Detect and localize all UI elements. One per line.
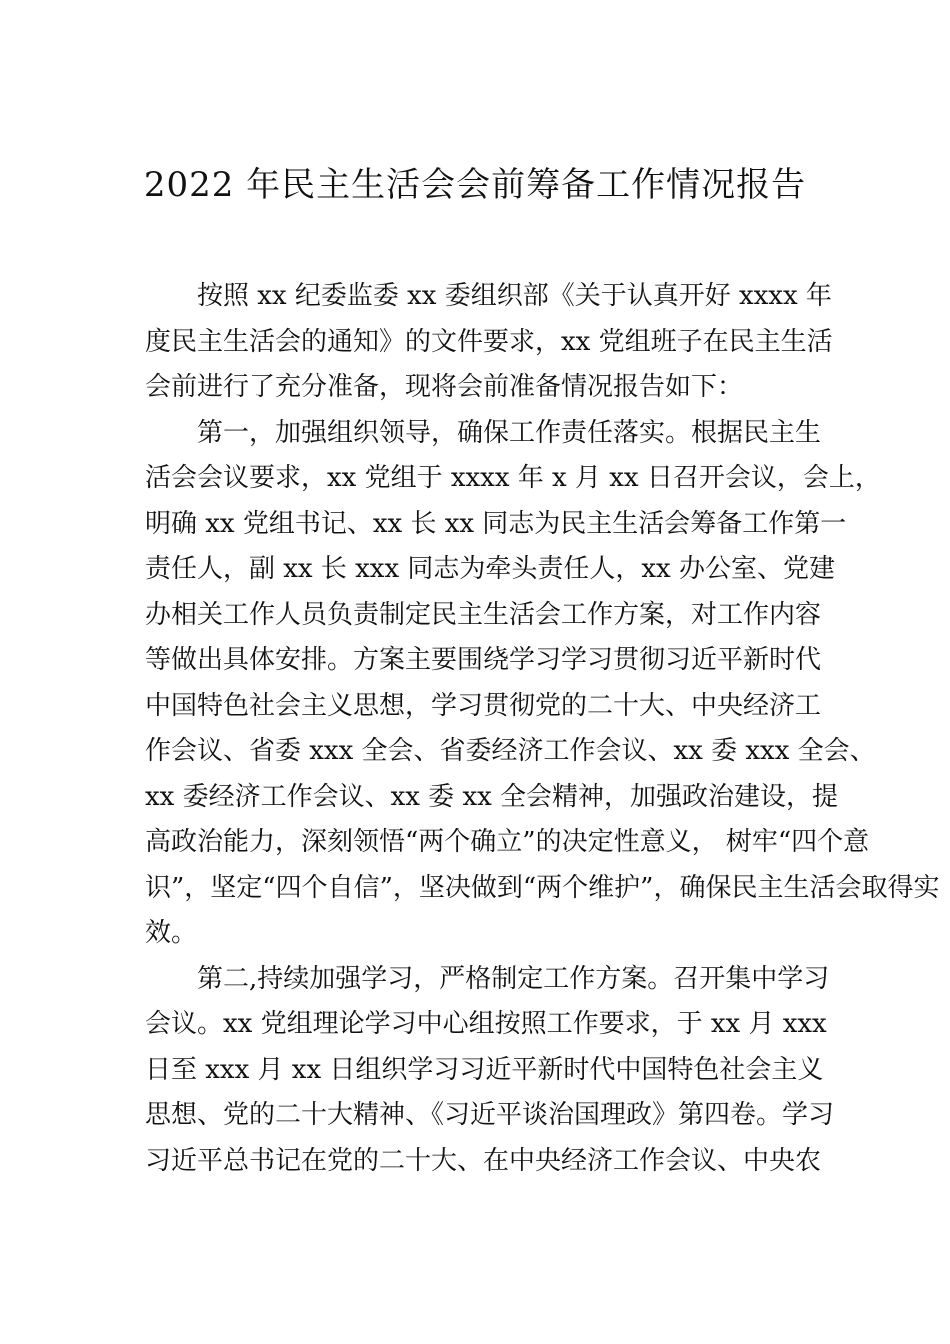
paragraph-3-line-3: 日至 xxx 月 xx 日组织学习习近平新时代中国特色社会主义: [145, 1054, 824, 1085]
paragraph-3-line-1: 第二,持续加强学习，严格制定工作方案。召开集中学习: [197, 963, 830, 994]
paragraph-2-line-1: 第一，加强组织领导，确保工作责任落实。根据民主生: [197, 417, 822, 448]
paragraph-3-line-2: 会议。xx 党组理论学习中心组按照工作要求，于 xx 月 xxx: [145, 1009, 827, 1039]
document-body: [145, 274, 940, 1184]
paragraph-2-line-5: 办相关工作人员负责制定民主生活会工作方案，对工作内容: [145, 599, 822, 630]
paragraph-1-line-3: 会前进行了充分准备，现将会前准备情况报告如下：: [145, 372, 744, 402]
paragraph-2-line-8: 作会议、省委 xxx 全会、省委经济工作会议、xx 委 xxx 全会、: [145, 736, 876, 766]
paragraph-2-line-9: xx 委经济工作会议、xx 委 xx 全会精神，加强政治建设，提: [145, 781, 839, 812]
paragraph-3-line-5: 习近平总书记在党的二十大、在中央经济工作会议、中央农: [145, 1145, 822, 1176]
paragraph-2-line-11: 识”，坚定“四个自信”，坚决做到“两个维护”，确保民主生活会取得实: [145, 872, 940, 903]
paragraph-2-line-7: 中国特色社会主义思想，学习贯彻党的二十大、中央经济工: [145, 690, 822, 721]
paragraph-2-line-6: 等做出具体安排。方案主要围绕学习学习贯彻习近平新时代: [145, 645, 822, 675]
paragraph-2-line-3: 明确 xx 党组书记、xx 长 xx 同志为民主生活会筹备工作第一: [145, 508, 847, 539]
paragraph-2-line-4: 责任人，副 xx 长 xxx 同志为牵头责任人，xx 办公室、党建: [145, 554, 835, 584]
paragraph-2-line-10: 高政治能力，深刻领悟“两个确立”的决定性意义， 树牢“四个意: [145, 827, 870, 857]
paragraph-2-line-12: 效。: [145, 918, 198, 948]
document-title: 2022 年民主生活会会前筹备工作情况报告: [143, 165, 807, 205]
paragraph-2-line-2: 活会会议要求，xx 党组于 xxxx 年 x 月 xx 日召开会议，会上，: [145, 463, 881, 493]
paragraph-1-line-1: 按照 xx 纪委监委 xx 委组织部《关于认真开好 xxxx 年: [197, 281, 832, 311]
paragraph-3-line-4: 思想、党的二十大精神、《习近平谈治国理政》第四卷。学习: [145, 1100, 835, 1130]
paragraph-1-line-2: 度民主生活会的通知》的文件要求，xx 党组班子在民主生活: [145, 326, 833, 357]
